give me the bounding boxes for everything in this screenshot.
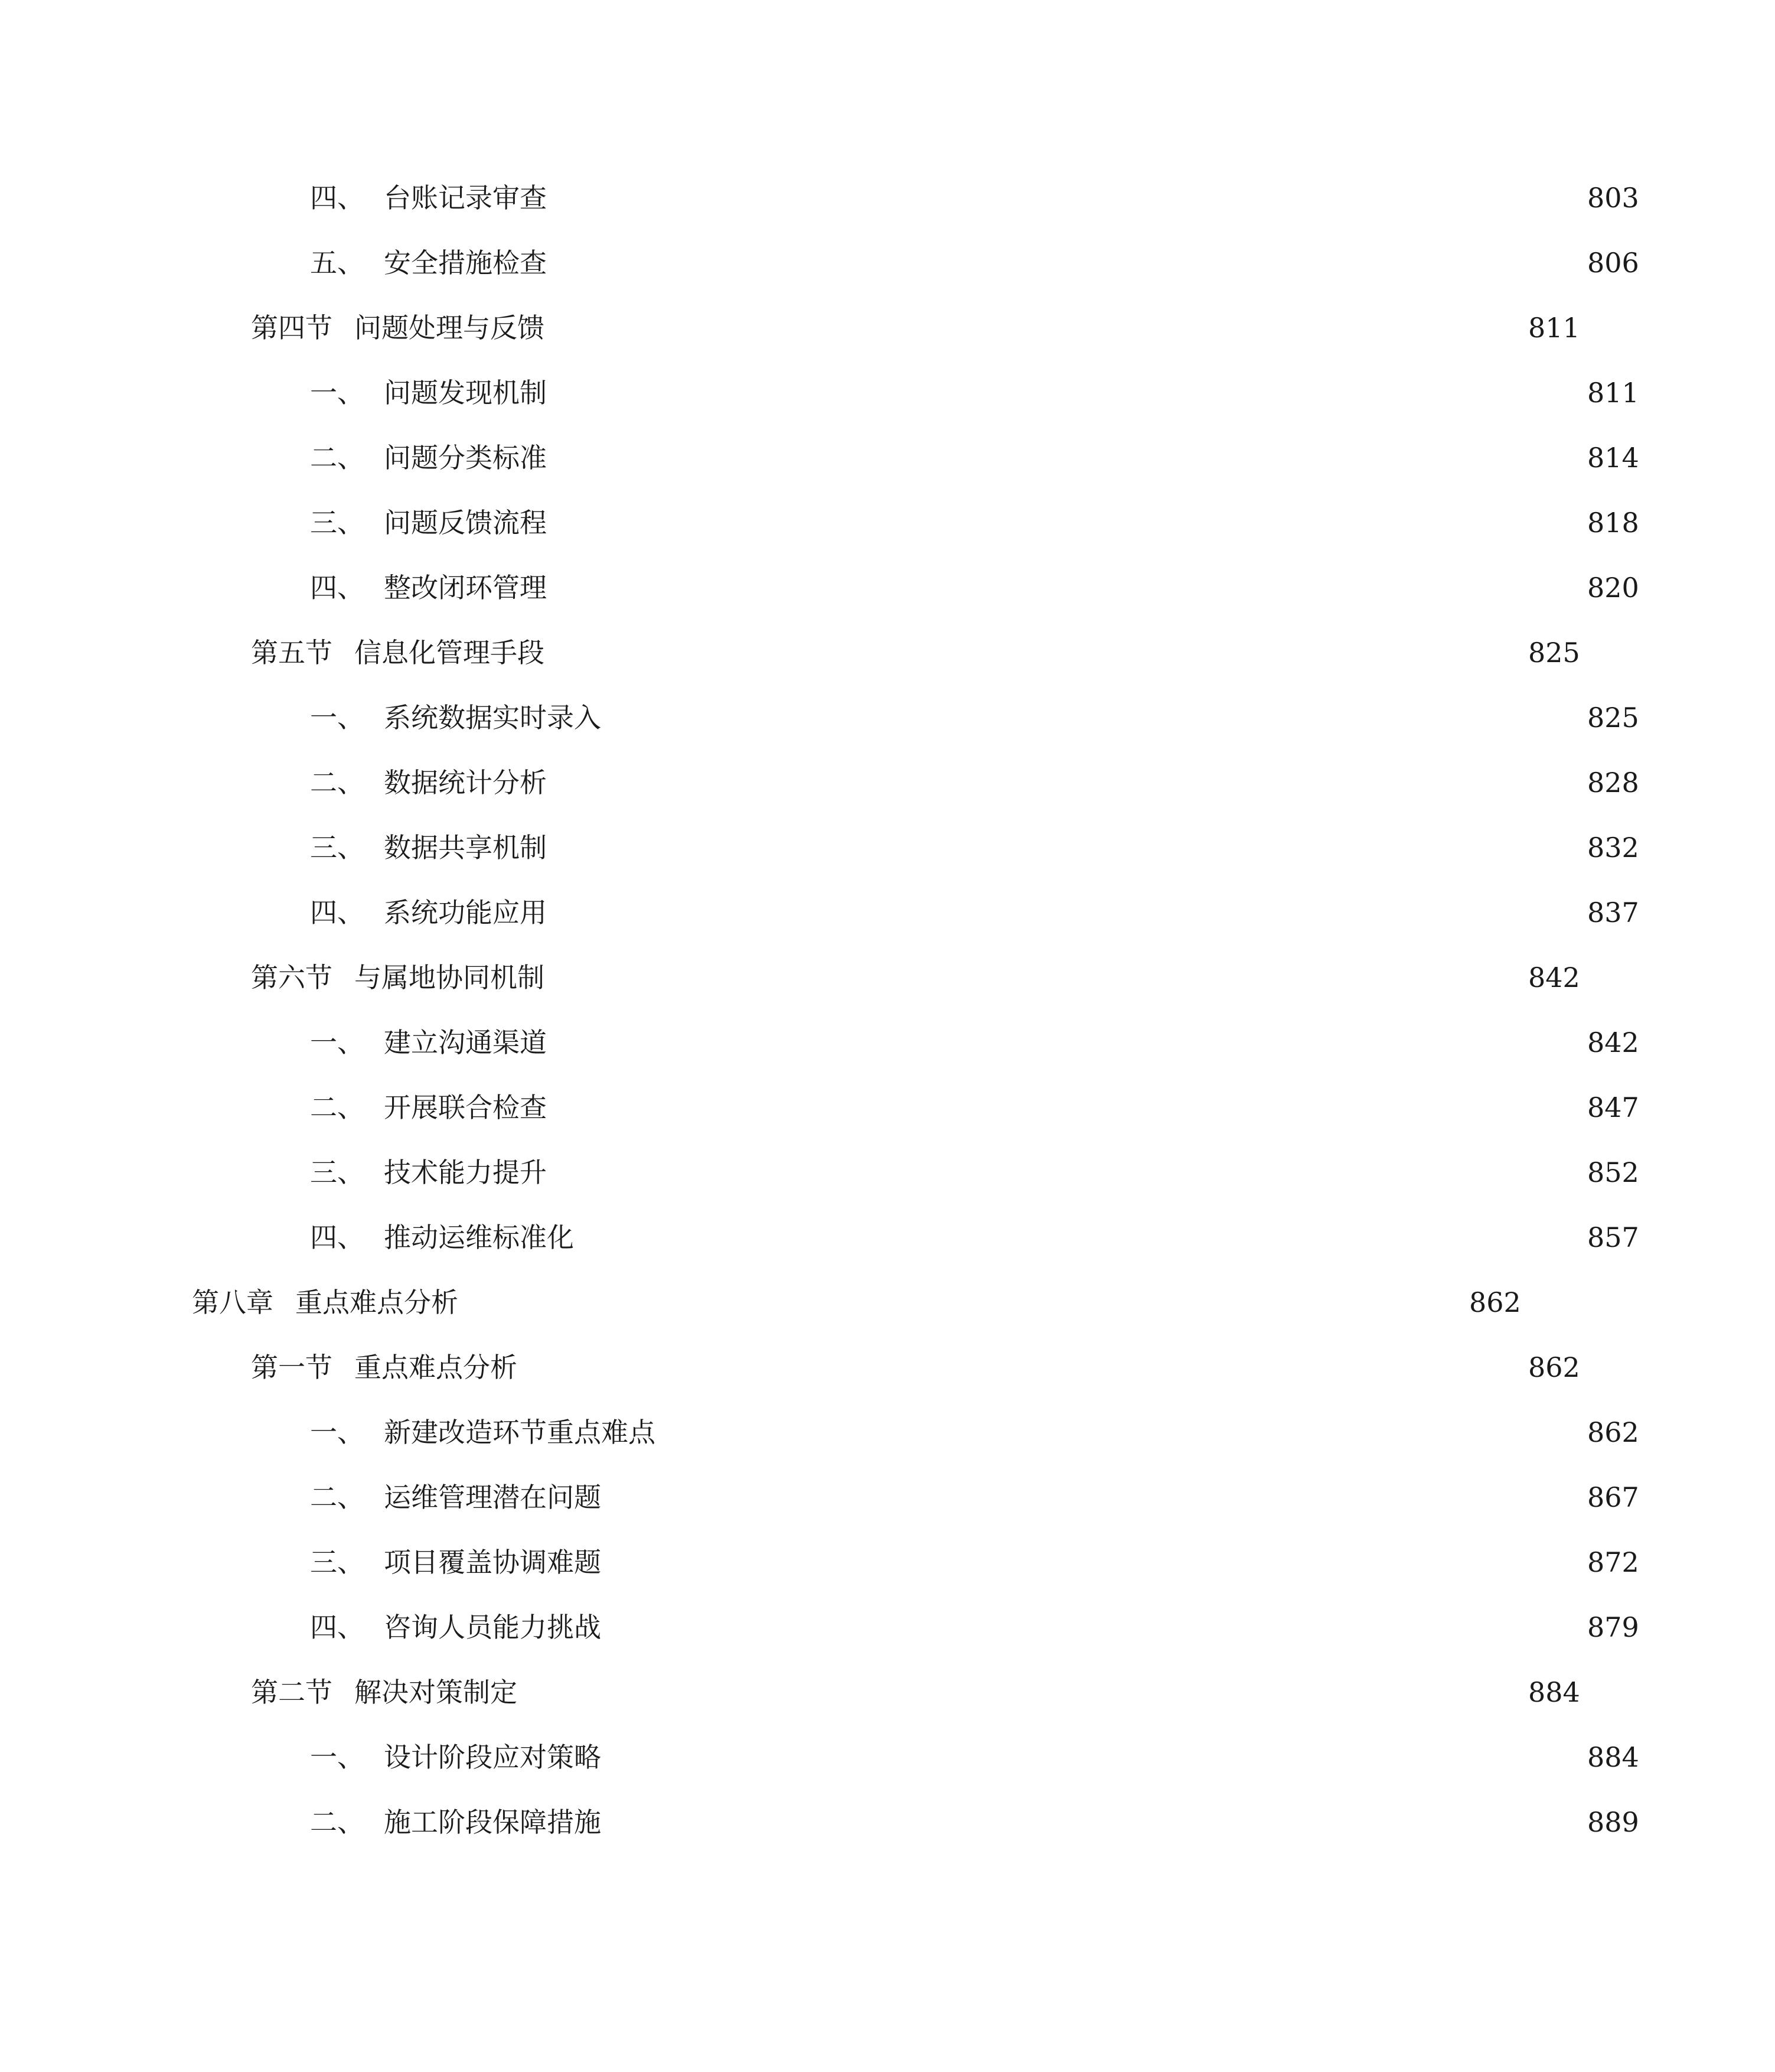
toc-entry-number: 三、 xyxy=(310,1546,364,1578)
toc-entry-number: 第四节 xyxy=(251,312,332,344)
dot-leader xyxy=(555,184,1579,211)
toc-entry-title: 新建改造环节重点难点 xyxy=(384,1416,655,1448)
toc-entry-number: 第五节 xyxy=(251,637,332,669)
toc-entry-title: 推动运维标准化 xyxy=(384,1221,574,1253)
toc-entry-title: 数据共享机制 xyxy=(384,832,547,864)
toc-entry-label xyxy=(310,1546,601,1578)
toc-entry-number: 二、 xyxy=(310,1092,364,1123)
toc-entry[interactable] xyxy=(0,1595,1775,1660)
toc-entry-label xyxy=(310,442,547,474)
toc-entry-title: 设计阶段应对策略 xyxy=(384,1741,601,1773)
toc-entry-number: 三、 xyxy=(310,832,364,864)
toc-entry-label xyxy=(310,897,547,929)
toc-entry-page: 825 xyxy=(1587,702,1639,734)
dot-leader xyxy=(555,444,1579,471)
toc-entry-label xyxy=(251,964,544,991)
toc-entry-number: 四、 xyxy=(310,182,364,214)
toc-entry-page: 879 xyxy=(1587,1611,1639,1643)
dot-leader xyxy=(555,379,1579,406)
toc-entry-label xyxy=(310,377,547,409)
toc-entry[interactable] xyxy=(0,165,1775,230)
toc-entry[interactable] xyxy=(0,295,1716,360)
dot-leader xyxy=(555,249,1579,276)
toc-entry[interactable] xyxy=(0,1270,1657,1335)
toc-entry[interactable] xyxy=(0,880,1775,945)
toc-entry[interactable] xyxy=(0,1075,1775,1140)
toc-entry-page: 842 xyxy=(1528,962,1580,993)
toc-entry-page: 847 xyxy=(1587,1092,1639,1123)
toc-entry-number: 一、 xyxy=(310,1416,364,1448)
toc-entry[interactable] xyxy=(0,1010,1775,1075)
toc-entry-label xyxy=(310,767,547,799)
toc-entry-label xyxy=(310,1029,547,1056)
toc-entry[interactable] xyxy=(0,685,1775,750)
dot-leader xyxy=(609,1809,1579,1836)
toc-entry-page: 872 xyxy=(1587,1546,1639,1578)
dot-leader xyxy=(555,899,1579,926)
toc-entry-label xyxy=(251,1351,517,1383)
toc-entry-title: 问题发现机制 xyxy=(384,377,547,409)
toc-entry-page: 862 xyxy=(1528,1351,1580,1383)
toc-entry-label xyxy=(310,507,547,539)
toc-entry-label xyxy=(310,1221,574,1253)
toc-entry-label xyxy=(310,1416,655,1448)
toc-entry-number: 四、 xyxy=(310,1221,364,1253)
toc-entry[interactable] xyxy=(0,1725,1775,1790)
toc-entry-page: 825 xyxy=(1528,637,1580,669)
toc-entry-page: 820 xyxy=(1587,572,1639,604)
toc-entry-title: 技术能力提升 xyxy=(384,1156,547,1188)
toc-entry[interactable] xyxy=(0,360,1775,425)
toc-entry-label xyxy=(310,1094,547,1121)
toc-entry-title: 运维管理潜在问题 xyxy=(384,1481,601,1513)
toc-entry[interactable] xyxy=(0,555,1775,620)
toc-entry-number: 第六节 xyxy=(251,962,332,993)
toc-entry-number: 三、 xyxy=(310,507,364,539)
toc-entry-title: 台账记录审查 xyxy=(384,182,547,214)
toc-entry-number: 一、 xyxy=(310,377,364,409)
toc-entry-label xyxy=(310,1481,601,1513)
toc-entry[interactable] xyxy=(0,230,1775,295)
toc-entry-label xyxy=(251,312,544,344)
dot-leader xyxy=(609,1549,1579,1576)
dot-leader xyxy=(553,639,1520,666)
toc-entry-number: 四、 xyxy=(310,897,364,929)
dot-leader xyxy=(555,769,1579,796)
toc-entry[interactable] xyxy=(0,1335,1716,1400)
toc-entry-title: 问题处理与反馈 xyxy=(354,312,544,344)
toc-entry-title: 整改闭环管理 xyxy=(384,572,547,604)
dot-leader xyxy=(466,1289,1461,1316)
toc-entry-title: 施工阶段保障措施 xyxy=(384,1806,601,1838)
toc-entry-title: 与属地协同机制 xyxy=(354,962,544,993)
toc-entry-number: 二、 xyxy=(310,767,364,799)
dot-leader xyxy=(553,964,1520,991)
toc-entry-label xyxy=(310,572,547,604)
toc-entry-title: 数据统计分析 xyxy=(384,767,547,799)
toc-entry-title: 咨询人员能力挑战 xyxy=(384,1611,601,1643)
toc-entry-title: 系统功能应用 xyxy=(384,897,547,929)
toc-entry[interactable] xyxy=(0,1205,1775,1270)
toc-entry-number: 二、 xyxy=(310,1481,364,1513)
toc-entry-label xyxy=(310,182,547,214)
toc-entry-page: 811 xyxy=(1528,312,1580,344)
toc-entry[interactable] xyxy=(0,815,1775,880)
toc-entry-page: 852 xyxy=(1587,1156,1639,1188)
dot-leader xyxy=(526,1354,1520,1381)
toc-entry-number: 三、 xyxy=(310,1156,364,1188)
toc-entry-page: 862 xyxy=(1587,1416,1639,1448)
toc-entry-title: 信息化管理手段 xyxy=(354,637,544,669)
toc-entry-number: 一、 xyxy=(310,702,364,734)
toc-entry-number: 二、 xyxy=(310,442,364,474)
toc-entry-page: 818 xyxy=(1587,507,1639,539)
toc-entry[interactable] xyxy=(0,1660,1716,1725)
dot-leader xyxy=(555,574,1579,601)
toc-entry-label xyxy=(310,1741,601,1773)
dot-leader xyxy=(555,1159,1579,1186)
toc-entry[interactable] xyxy=(0,425,1775,490)
toc-entry-number: 第八章 xyxy=(192,1286,273,1318)
toc-entry-label xyxy=(310,832,547,864)
dot-leader xyxy=(526,1679,1520,1706)
toc-entry-label xyxy=(310,702,601,734)
dot-leader xyxy=(553,314,1520,341)
toc-entry-page: 837 xyxy=(1587,897,1639,929)
toc-entry-number: 一、 xyxy=(310,1027,364,1058)
toc-entry-label xyxy=(310,1156,547,1188)
toc-entry-page: 811 xyxy=(1587,377,1639,409)
toc-entry-label xyxy=(192,1286,458,1318)
toc-entry[interactable] xyxy=(0,490,1775,555)
toc-entry-page: 832 xyxy=(1587,832,1639,864)
toc-entry[interactable] xyxy=(0,1140,1775,1205)
toc-entry[interactable] xyxy=(0,1465,1775,1530)
toc-entry-number: 一、 xyxy=(310,1741,364,1773)
toc-entry-number: 五、 xyxy=(310,247,364,279)
dot-leader xyxy=(609,704,1579,731)
toc-entry-number: 四、 xyxy=(310,572,364,604)
toc-entry-title: 安全措施检查 xyxy=(384,247,547,279)
toc-entry-title: 问题分类标准 xyxy=(384,442,547,474)
toc-entry-number: 第二节 xyxy=(251,1676,332,1708)
toc-entry-page: 828 xyxy=(1587,767,1639,799)
toc-entry[interactable] xyxy=(0,620,1716,685)
dot-leader xyxy=(582,1224,1579,1251)
dot-leader xyxy=(555,834,1579,861)
toc-entry-title: 问题反馈流程 xyxy=(384,507,547,539)
toc-entry[interactable] xyxy=(0,750,1775,815)
toc-entry-page: 803 xyxy=(1587,182,1639,214)
dot-leader xyxy=(555,509,1579,536)
toc-entry-number: 第一节 xyxy=(251,1351,332,1383)
toc-entry-page: 814 xyxy=(1587,442,1639,474)
toc-entry-label xyxy=(251,637,544,669)
dot-leader xyxy=(609,1484,1579,1511)
toc-entry-title: 重点难点分析 xyxy=(295,1286,458,1318)
toc-entry-title: 开展联合检查 xyxy=(384,1092,547,1123)
dot-leader xyxy=(555,1094,1579,1121)
toc-entry-title: 解决对策制定 xyxy=(354,1676,517,1708)
dot-leader xyxy=(609,1744,1579,1771)
toc-entry-page: 884 xyxy=(1528,1676,1580,1708)
toc-entry-page: 857 xyxy=(1587,1221,1639,1253)
toc-entry-label xyxy=(310,247,547,279)
toc-entry-page: 867 xyxy=(1587,1481,1639,1513)
toc-entry-title: 系统数据实时录入 xyxy=(384,702,601,734)
toc-entry-page: 842 xyxy=(1587,1027,1639,1058)
toc-entry-label xyxy=(251,1676,517,1708)
toc-entry-title: 建立沟通渠道 xyxy=(384,1027,547,1058)
toc-entry-label xyxy=(310,1611,601,1643)
dot-leader xyxy=(609,1614,1579,1641)
toc-entry[interactable] xyxy=(0,945,1716,1010)
toc-entry-title: 重点难点分析 xyxy=(354,1351,517,1383)
toc-entry-page: 862 xyxy=(1469,1286,1521,1318)
toc-entry[interactable] xyxy=(0,1530,1775,1595)
toc-entry-page: 884 xyxy=(1587,1741,1639,1773)
toc-entry[interactable] xyxy=(0,1790,1775,1855)
toc-entry-label xyxy=(310,1806,601,1838)
toc-entry-page: 806 xyxy=(1587,247,1639,279)
dot-leader xyxy=(664,1419,1579,1446)
dot-leader xyxy=(555,1029,1579,1056)
toc-entry-page: 889 xyxy=(1587,1806,1639,1838)
toc-entry-number: 二、 xyxy=(310,1806,364,1838)
toc-entry[interactable] xyxy=(0,1400,1775,1465)
toc-entry-number: 四、 xyxy=(310,1611,364,1643)
toc-entry-title: 项目覆盖协调难题 xyxy=(384,1546,601,1578)
